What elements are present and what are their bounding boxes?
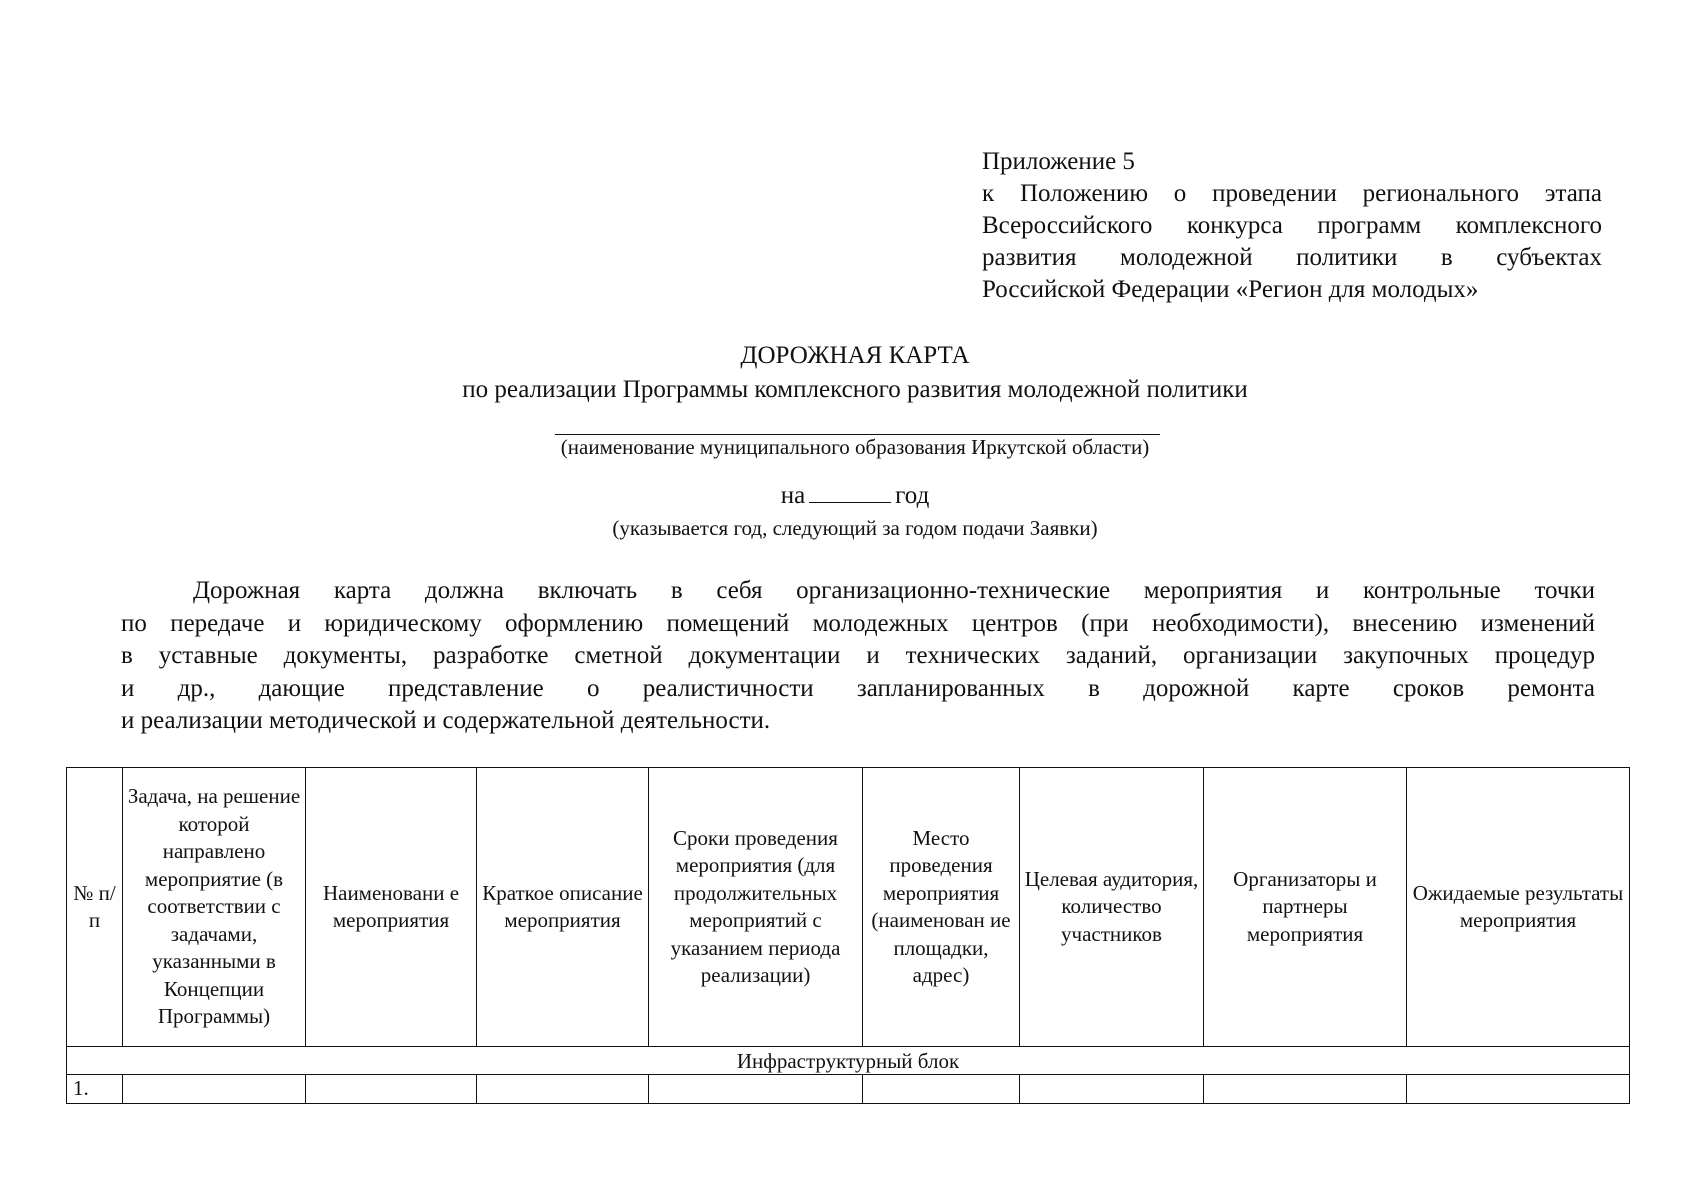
year-line	[0, 480, 1697, 512]
appendix-line: к Положению о проведении регионального этапа	[982, 180, 1602, 207]
year-caption: (указывается год, следующий за годом подачи Заявки)	[612, 516, 1098, 540]
table-header-row	[67, 768, 1630, 1047]
intro-line: и др., дающие представление о реалистичности запланированных в дорожной карте сроков ремонта	[121, 674, 1595, 702]
table-cell	[123, 1075, 306, 1104]
municipality-caption: (наименование муниципального образования Иркутской области)	[560, 435, 1150, 459]
table-cell	[649, 1075, 863, 1104]
year-prefix: на	[780, 482, 806, 509]
col-header-location: Место проведения мероприятия (наименован ие площадки, адрес)	[863, 768, 1020, 1047]
block-label: Инфраструктурный блок	[67, 1047, 1630, 1075]
table-cell	[306, 1075, 477, 1104]
intro-line: в уставные документы, разработке сметной документации и технических заданий, организации закупочных процедур	[121, 642, 1595, 669]
document-title: ДОРОЖНАЯ КАРТА	[740, 342, 970, 369]
intro-paragraph	[121, 575, 1595, 738]
table-block-row	[67, 1047, 1630, 1075]
intro-line: Дорожная карта должна включать в себя организационно-технические мероприятия и контрольные точки	[193, 577, 1595, 604]
appendix-line: развития молодежной политики в субъектах	[982, 244, 1602, 271]
col-header-description: Краткое описание мероприятия	[477, 768, 649, 1047]
appendix-number: Приложение 5	[982, 148, 1135, 175]
table-cell	[1204, 1075, 1407, 1104]
col-header-event-name: Наименовани е мероприятия	[306, 768, 477, 1047]
table-cell	[1407, 1075, 1630, 1104]
year-suffix: год	[895, 482, 930, 509]
appendix-line: Всероссийского конкурса программ комплексного	[982, 212, 1602, 239]
col-header-number: № п/п	[67, 768, 123, 1047]
intro-line: и реализации методической и содержательной деятельности.	[121, 707, 771, 734]
table-row	[67, 1075, 1630, 1104]
year-fill-line	[809, 480, 891, 503]
appendix-block	[982, 146, 1602, 306]
col-header-task: Задача, на решение которой направлено мероприятие (в соответствии с задачами, указанными в Концепции Программы)	[123, 768, 306, 1047]
col-header-organizers: Организаторы и партнеры мероприятия	[1204, 768, 1407, 1047]
table-cell	[863, 1075, 1020, 1104]
table-cell	[1020, 1075, 1204, 1104]
col-header-dates: Сроки проведения мероприятия (для продолжительных мероприятий с указанием периода реализации)	[649, 768, 863, 1047]
appendix-line: Российской Федерации «Регион для молодых»	[982, 276, 1479, 303]
col-header-audience: Целевая аудитория, количество участников	[1020, 768, 1204, 1047]
table-cell	[477, 1075, 649, 1104]
col-header-results: Ожидаемые результаты мероприятия	[1407, 768, 1630, 1047]
document-subtitle: по реализации Программы комплексного развития молодежной политики	[462, 376, 1248, 403]
roadmap-table	[66, 767, 1630, 1104]
intro-line: по передаче и юридическому оформлению помещений молодежных центров (при необходимости), внесению изменений	[121, 609, 1595, 637]
table-cell: 1.	[67, 1075, 123, 1104]
